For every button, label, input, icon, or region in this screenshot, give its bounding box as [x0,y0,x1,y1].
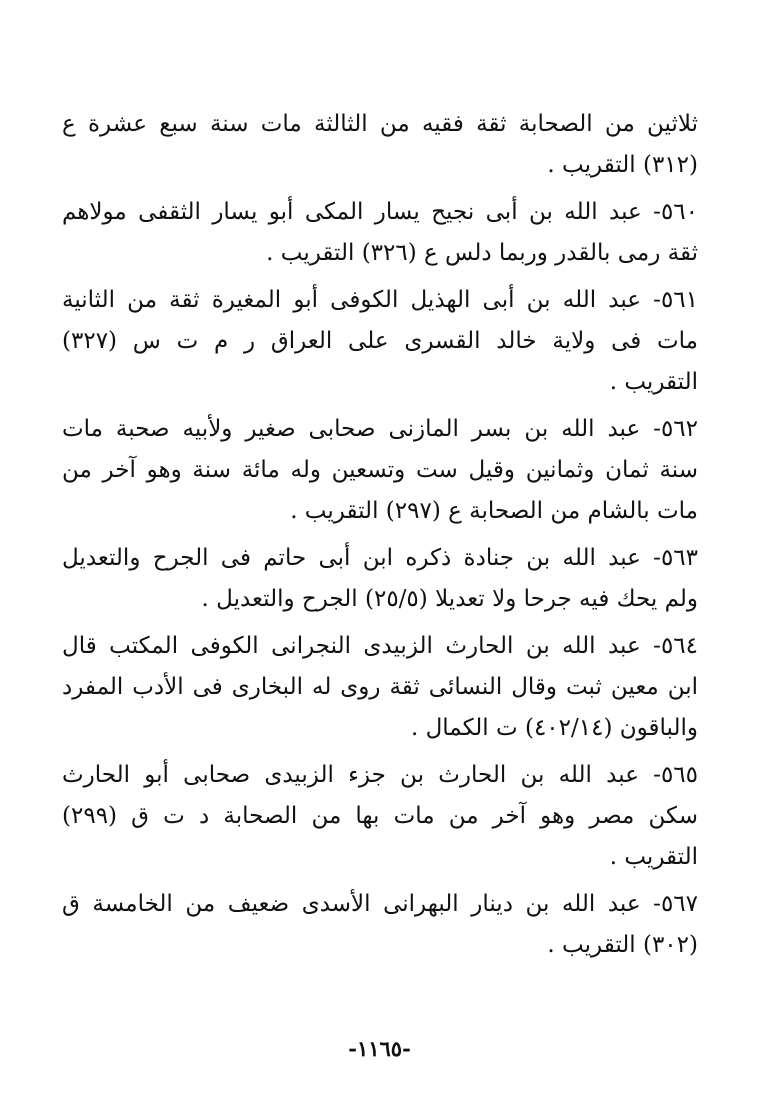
entry-562 [62,409,698,532]
entry-continuation [62,104,698,186]
text-line: مات بالشام من الصحابة ع (٢٩٧) التقريب . [290,498,698,524]
text-line: ٥٦٥- عبد الله بن الحارث بن جزء الزبيدى صحابى أبو الحارث [62,762,698,788]
text-line: ٥٦٧- عبد الله بن دينار البهرانى الأسدى ضعيف من الخامسة ق [62,891,698,917]
text-line: سنة ثمان وثمانين وقيل ست وتسعين وله مائة سنة وهو آخر من [62,457,698,483]
text-line: والباقون (٤٠٢/١٤) ت الكمال . [410,715,698,741]
entry-563 [62,538,698,620]
text-line: (٣١٢) التقريب . [547,152,698,178]
text-line: ولم يحك فيه جرحا ولا تعديلا (٢٥/٥) الجرح والتعديل . [201,586,698,612]
text-line: ابن معين ثبت وقال النسائى ثقة روى له البخارى فى الأدب المفرد [62,674,698,700]
text-line: ٥٦٣- عبد الله بن جنادة ذكره ابن أبى حاتم فى الجرح والتعديل [62,545,698,571]
entry-561 [62,280,698,403]
entry-560 [62,192,698,274]
text-line: التقريب . [609,369,698,395]
text-line: ٥٦٠- عبد الله بن أبى نجيح يسار المكى أبو يسار الثقفى مولاهم [62,199,698,225]
page-number: -١١٦٥- [348,1036,411,1061]
entry-565 [62,755,698,878]
text-line: ٥٦٤- عبد الله بن الحارث الزبيدى النجرانى الكوفى المكتب قال [62,633,698,659]
entry-567 [62,884,698,966]
text-line: سكن مصر وهو آخر من مات بها من الصحابة د ت ق (٢٩٩) [62,803,698,829]
text-line: (٣٠٢) التقريب . [547,932,698,958]
biography-entries [62,104,698,972]
text-line: ٥٦١- عبد الله بن أبى الهذيل الكوفى أبو المغيرة ثقة من الثانية [62,287,698,313]
text-line: مات فى ولاية خالد القسرى على العراق ر م ت س (٣٢٧) [62,328,698,354]
entry-564 [62,626,698,749]
text-line: ثلاثين من الصحابة ثقة فقيه من الثالثة مات سنة سبع عشرة ع [62,111,698,137]
text-line: ٥٦٢- عبد الله بن بسر المازنى صحابى صغير ولأبيه صحبة مات [62,416,698,442]
text-line: التقريب . [609,844,698,870]
text-line: ثقة رمى بالقدر وربما دلس ع (٣٢٦) التقريب . [266,240,698,266]
